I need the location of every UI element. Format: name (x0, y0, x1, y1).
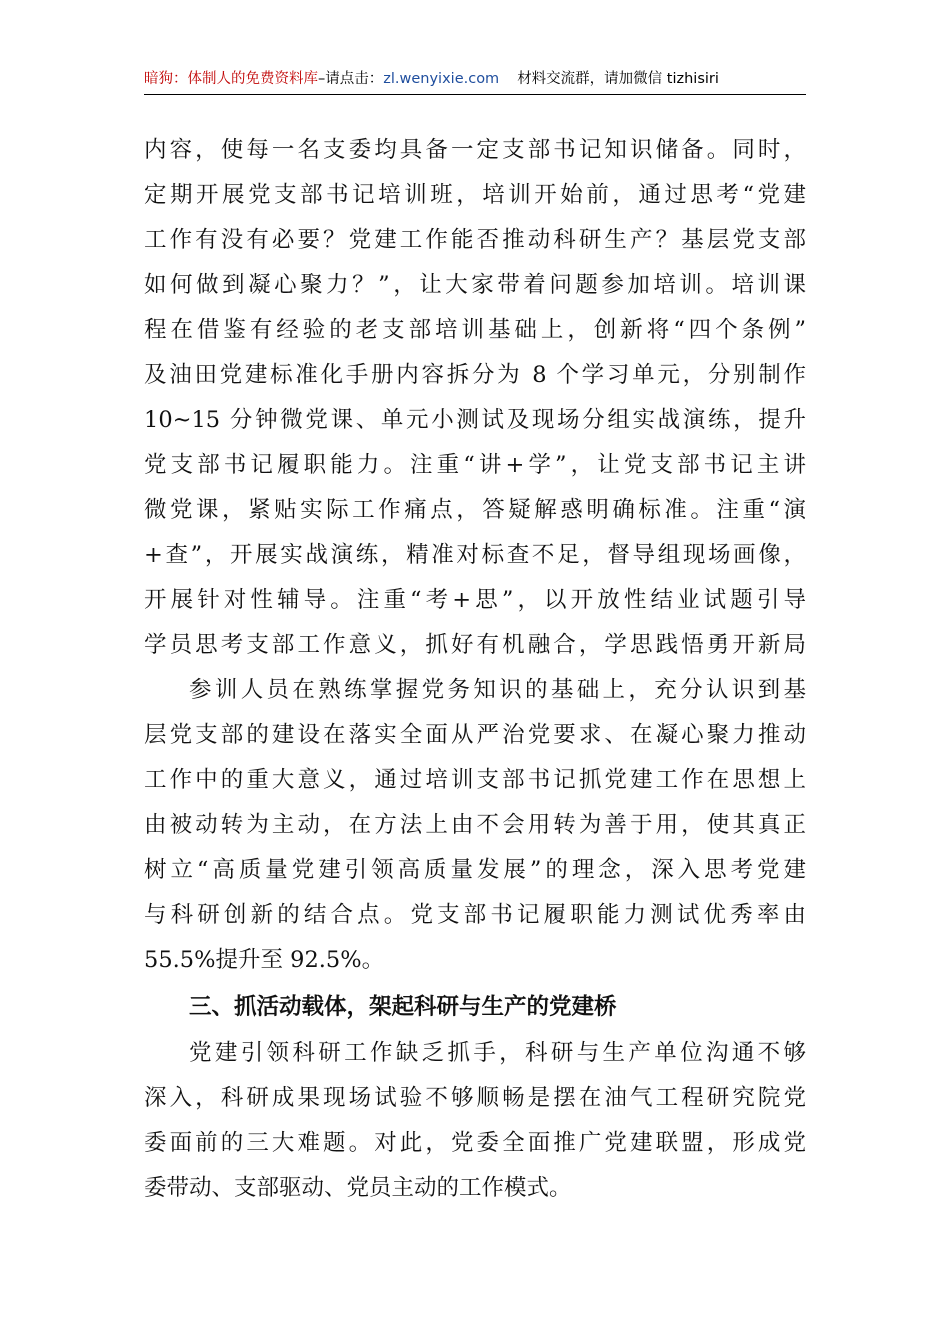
text-line: 学员思考支部工作意义，抓好有机融合，学思践悟勇开新局 (144, 632, 806, 658)
section-heading: 三、抓活动载体，架起科研与生产的党建桥 (189, 994, 617, 1020)
text-line: 内容，使每一名支委均具备一定支部书记知识储备。同时， (144, 137, 806, 163)
header-brand: 暗狗：体制人的免费资料库 (144, 71, 318, 87)
text-line: 党支部书记履职能力。注重“讲+学”，让党支部书记主讲 (144, 452, 806, 478)
paragraph-training-course (144, 128, 806, 668)
text-line: 微党课，紧贴实际工作痛点，答疑解惑明确标准。注重“演 (144, 497, 806, 523)
text-line: 委面前的三大难题。对此，党委全面推广党建联盟，形成党 (144, 1130, 806, 1156)
header-url-link[interactable]: zl.wenyixie.com (383, 71, 500, 87)
text-line: 10~15 分钟微党课、单元小测试及现场分组实战演练，提升 (144, 407, 806, 433)
paragraph-training-results (144, 668, 806, 983)
text-line: 层党支部的建设在落实全面从严治党要求、在凝心聚力推动 (144, 722, 806, 748)
text-line: 工作有没有必要？党建工作能否推动科研生产？基层党支部 (144, 227, 806, 253)
text-line: 树立“高质量党建引领高质量发展”的理念，深入思考党建 (144, 857, 806, 883)
header-link-prefix: –请点击： (318, 71, 384, 87)
text-line: 委带动、支部驱动、党员主动的工作模式。 (144, 1175, 572, 1201)
body-text (144, 128, 806, 1211)
header-wechat-note: 材料交流群，请加微信 tizhisiri (517, 71, 719, 87)
text-line: 党建引领科研工作缺乏抓手，科研与生产单位沟通不够 (189, 1040, 806, 1066)
page-header (144, 66, 806, 92)
text-line: 如何做到凝心聚力？”，让大家带着问题参加培训。培训课 (144, 272, 806, 298)
text-line: 工作中的重大意义，通过培训支部书记抓党建工作在思想上 (144, 767, 806, 793)
text-line: 及油田党建标准化手册内容拆分为 8 个学习单元，分别制作 (144, 362, 806, 388)
header-divider (144, 94, 806, 95)
text-line: 深入，科研成果现场试验不够顺畅是摆在油气工程研究院党 (144, 1085, 806, 1111)
text-line: 参训人员在熟练掌握党务知识的基础上，充分认识到基 (189, 677, 806, 703)
text-line: 55.5%提升至 92.5%。 (144, 947, 385, 973)
text-line: 开展针对性辅导。注重“考+思”，以开放性结业试题引导 (144, 587, 806, 613)
text-line: 定期开展党支部书记培训班，培训开始前，通过思考“党建 (144, 182, 806, 208)
text-line: +查”，开展实战演练，精准对标查不足，督导组现场画像， (144, 542, 806, 568)
paragraph-activity-carrier (144, 1031, 806, 1211)
text-line: 由被动转为主动，在方法上由不会用转为善于用，使其真正 (144, 812, 806, 838)
text-line: 与科研创新的结合点。党支部书记履职能力测试优秀率由 (144, 902, 806, 928)
text-line: 程在借鉴有经验的老支部培训基础上，创新将“四个条例” (144, 317, 806, 343)
